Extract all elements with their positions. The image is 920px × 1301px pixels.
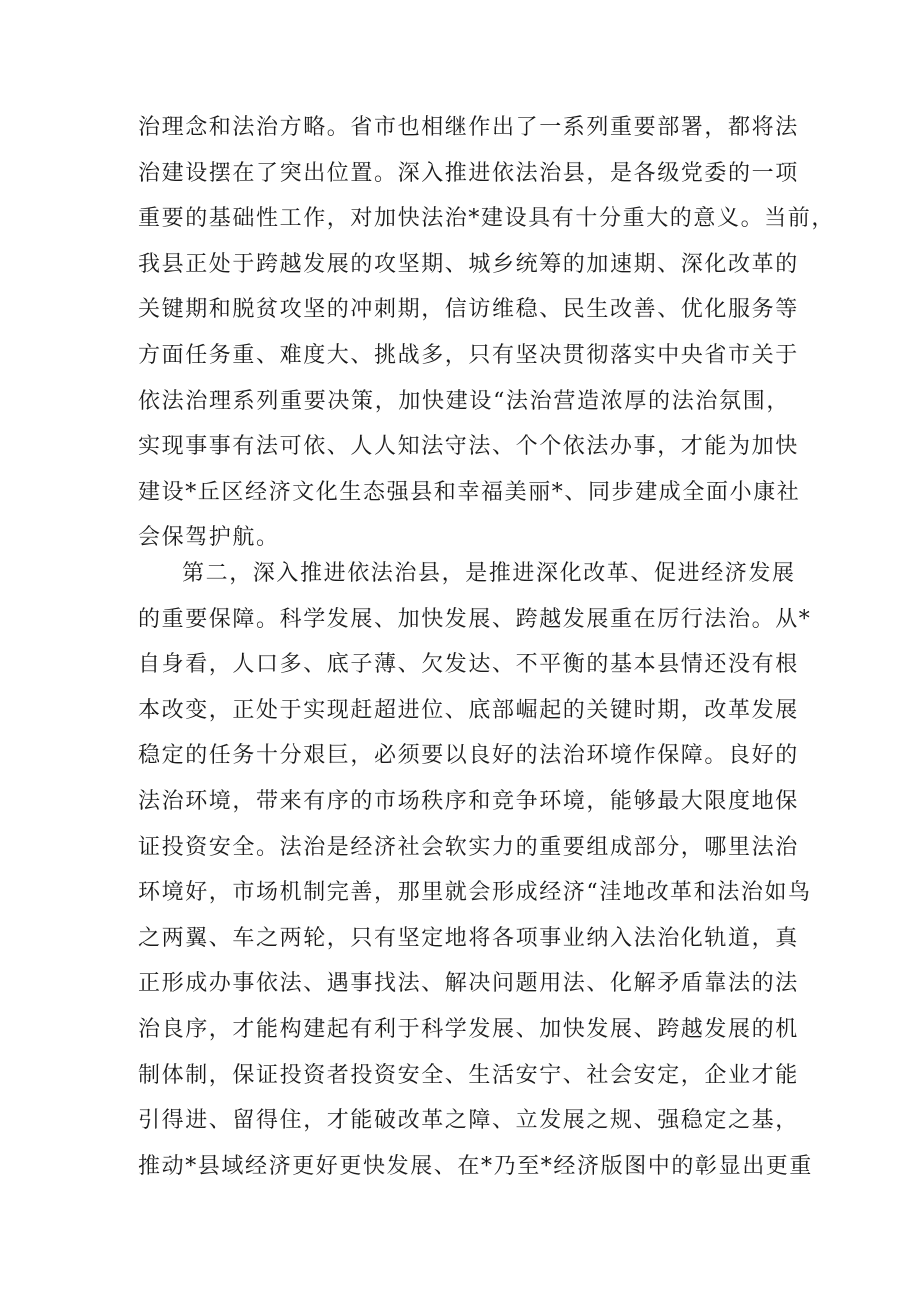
text-line: 正形成办事依法、遇事找法、解决问题用法、化解矛盾靠法的法 — [138, 971, 799, 997]
text-line: 法治环境，带来有序的市场秩序和竞争环境，能够最大限度地保 — [138, 789, 799, 814]
text-line: 实现事事有法可依、人人知法守法、个个依法办事，才能为加快 — [138, 434, 799, 460]
text-line: 会保驾护航。 — [138, 525, 280, 551]
text-line: 治良序，才能构建起有利于科学发展、加快发展、跨越发展的机 — [138, 1017, 799, 1042]
text-line: 建设*丘区经济文化生态强县和幸福美丽*、同步建成全面小康社 — [138, 479, 801, 505]
text-line: 治理念和法治方略。省市也相继作出了一系列重要部署，都将法 — [138, 115, 799, 140]
text-line: 依法治理系列重要决策，加快建设“法治营造浓厚的法治氛围， — [138, 388, 790, 414]
text-line: 之两翼、车之两轮，只有坚定地将各项事业纳入法治化轨道，真 — [138, 925, 799, 951]
text-line: 我县正处于跨越发展的攻坚期、城乡统筹的加速期、深化改革的 — [138, 251, 799, 277]
text-line: 引得进、留得住，才能破改革之障、立发展之规、强稳定之基， — [138, 1108, 799, 1134]
text-line: 关键期和脱贫攻坚的冲刺期，信访维稳、民生改善、优化服务等 — [138, 297, 799, 323]
text-line: 治建设摆在了突出位置。深入推进依法治县，是各级党委的一项 — [138, 160, 799, 186]
text-line: 环境好，市场机制完善，那里就会形成经济“洼地改革和法治如鸟 — [138, 880, 812, 906]
text-line: 第二，深入推进依法治县，是推进深化改革、促进经济发展 — [182, 561, 796, 586]
text-line: 证投资安全。法治是经济社会软实力的重要组成部分，哪里法治 — [138, 834, 799, 860]
text-line: 推动*县域经济更好更快发展、在*乃至*经济版图中的彰显出更重 — [138, 1153, 814, 1179]
text-line: 的重要保障。科学发展、加快发展、跨越发展重在厉行法治。从* — [138, 606, 812, 632]
text-line: 制体制，保证投资者投资安全、生活安宁、社会安定，企业才能 — [138, 1062, 799, 1088]
text-line: 自身看，人口多、底子薄、欠发达、不平衡的基本县情还没有根 — [138, 652, 799, 678]
text-line: 稳定的任务十分艰巨，必须要以良好的法治环境作保障。良好的 — [138, 743, 799, 769]
text-line: 重要的基础性工作，对加快法治*建设具有十分重大的意义。当前， — [138, 206, 836, 232]
text-line: 方面任务重、难度大、挑战多，只有坚决贯彻落实中央省市关于 — [138, 343, 799, 368]
text-line: 本改变，正处于实现赶超进位、底部崛起的关键时期，改革发展 — [138, 697, 799, 723]
